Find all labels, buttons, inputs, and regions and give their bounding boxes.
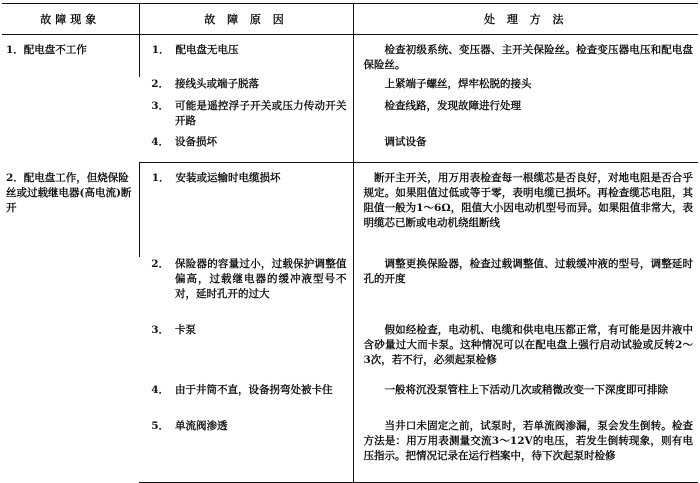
cause-number: 4． [151, 135, 169, 148]
cause-number: 2． [151, 77, 169, 90]
method-text: 当井口未固定之前，试泵时，若单流阀渗漏，泵会发生倒转。检查方法是：用万用表测量交流3～12V的电压，若发生倒转现象，则有电压指示。把情况记录在运行档案中，待下次起泵时检修 [363, 419, 693, 462]
method-text: 一般将沉没泵管柱上下活动几次或稍微改变一下深度即可排除 [384, 383, 668, 396]
header-cause: 故 障 原 因 [139, 4, 353, 35]
cause-cell [139, 163, 353, 257]
method-cell [353, 257, 698, 323]
method-text: 上紧端子螺丝，焊牢松脱的接头 [384, 77, 532, 90]
method-text: 调试设备 [384, 135, 427, 148]
method-text: 检查线路，发现故障进行处理 [384, 99, 521, 112]
method-cell [353, 35, 698, 77]
cause-cell [139, 419, 353, 483]
header-symptom: 故障现象 [2, 4, 139, 35]
cause-cell [139, 35, 353, 77]
cause-text: 安装或运输时电缆损坏 [175, 172, 281, 184]
symptom-text: 1．配电盘不工作 [6, 44, 87, 56]
method-cell [353, 135, 698, 163]
cause-text: 由于井筒不直，设备拐弯处被卡住 [175, 383, 333, 396]
method-text: 假如经检查，电动机、电缆和供电电压都正常，有可能是因井液中含砂量过大而卡泵。这种情况可以在配电盘上强行启动试验或反转2～3次，若不行，必须起泵检修 [363, 323, 693, 366]
method-text: 断开主开关，用万用表检查每一根缆芯是否良好，对地电阻是否合乎规定。如果阻值过低或等于零，表明电缆已损坏。再检查缆芯电阻，其阻值一般为1～6Ω，阻值大小因电动机型号而异。如果阻值非常大，表明缆芯已断或电动机绕组断线 [363, 172, 693, 229]
cause-text: 设备损坏 [175, 135, 217, 148]
cause-text: 接线头或端子脱落 [175, 77, 259, 90]
method-cell [353, 323, 698, 383]
cause-number: 2． [151, 257, 169, 270]
method-text: 检查初级系统、变压器、主开关保险丝。检查变压器电压和配电盘保险丝。 [363, 44, 693, 71]
cause-cell [139, 77, 353, 99]
method-cell [353, 77, 698, 99]
cause-text: 可能是遥控浮子开关或压力传动开关开路 [175, 99, 347, 127]
method-cell [353, 383, 698, 419]
cause-text: 保险器的容量过小，过载保护调整值偏高，过载继电器的缓冲液型号不对，延时孔开的过大 [175, 257, 347, 300]
method-cell [353, 163, 698, 257]
cause-number: 3． [151, 323, 169, 336]
header-method: 处 理 方 法 [353, 4, 698, 35]
cause-cell [139, 99, 353, 135]
cause-cell [139, 135, 353, 163]
cause-number: 1． [151, 172, 170, 184]
cause-text: 单流阀渗透 [175, 419, 228, 432]
symptom-cell [2, 35, 139, 163]
cause-text: 配电盘无电压 [175, 44, 239, 56]
table-row [2, 35, 698, 77]
header-row [2, 4, 698, 35]
cause-cell [139, 383, 353, 419]
cause-number: 1． [151, 44, 170, 56]
cause-number: 3． [151, 99, 169, 112]
method-cell [353, 419, 698, 483]
symptom-text: 2．配电盘工作，但烧保险丝或过载继电器(高电流)断开 [6, 171, 132, 214]
fault-table [2, 3, 698, 483]
symptom-cell [2, 163, 139, 483]
method-text: 调整更换保险器，检查过载调整值、过载缓冲液的型号，调整延时孔的开度 [363, 257, 693, 285]
cause-cell [139, 257, 353, 323]
method-cell [353, 99, 698, 135]
table-row [2, 163, 698, 257]
cause-number: 5． [151, 419, 169, 432]
cause-cell [139, 323, 353, 383]
cause-text: 卡泵 [175, 323, 196, 336]
cause-number: 4． [151, 383, 169, 396]
